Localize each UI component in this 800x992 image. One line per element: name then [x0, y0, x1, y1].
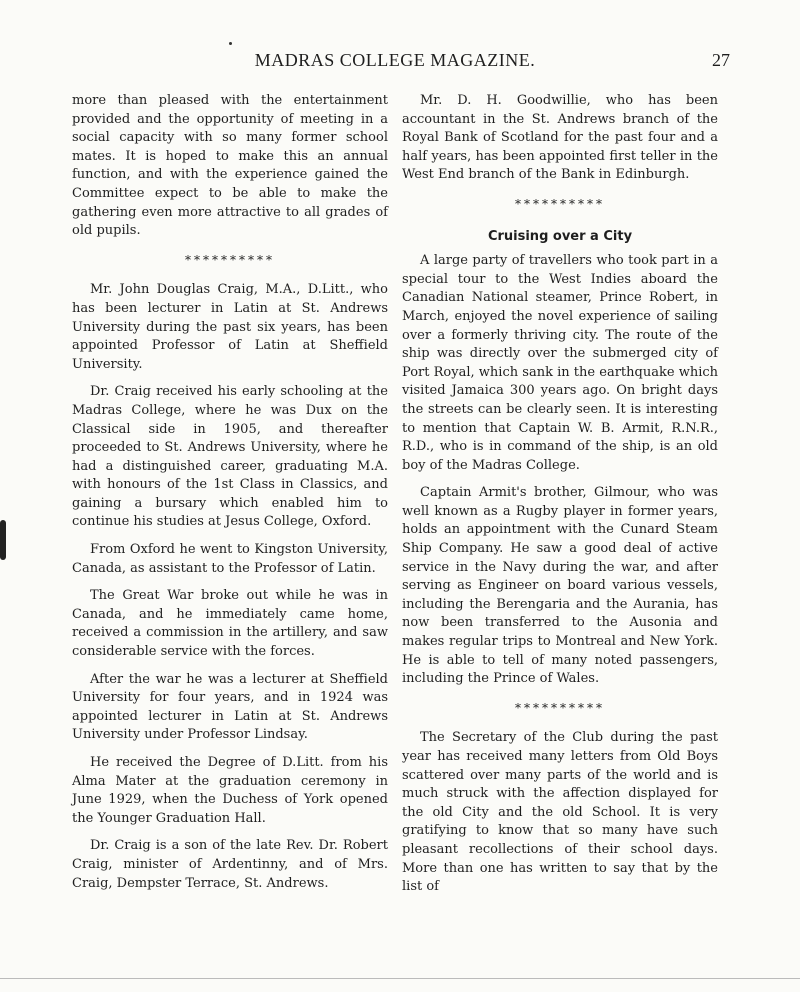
magazine-title: MADRAS COLLEGE MAGAZINE. — [254, 50, 536, 70]
paragraph-craig-schooling: Dr. Craig received his early schooling at the Madras College, where he was Dux on the Classical side in 1905, and thereafter proceeded to St. Andrews University, where he had a distinguished career, graduating M.A. with honours of the 1st Class in Classics, and gaining a bursary which enabled him to continue his studies at Jesus College, Oxford. — [72, 384, 388, 530]
ink-dot — [229, 42, 232, 45]
section-divider: ********** — [515, 196, 605, 211]
section-divider: ********** — [515, 700, 605, 715]
paragraph-secretary: The Secretary of the Club during the past year has received many letters from Old Boys scattered over many parts of the world and is much struck with the affection displayed for the old City and the old School. It is very gratifying to know that so many have such pleasant recollections of their school days. More than one has written to say that by the list of — [402, 730, 718, 895]
page-header — [60, 50, 730, 76]
paragraph-continuation: more than pleased with the entertainment provided and the opportunity of meeting in a social capacity with so many former school mates. It is hoped to make this an annual function, and with the experience gained the Committee expect to be able to make the gathering even more attractive to all grades of old pupils. — [72, 93, 388, 239]
section-heading: Cruising over a City — [487, 228, 633, 244]
paragraph-gilmour: Captain Armit's brother, Gilmour, who was well known as a Rugby player in former years, holds an appointment with the Cunard Steam Ship Company. He saw a good deal of active service in the Navy during the war, and after serving as Engineer on board various vessels, including the Berengaria and the Aurania, has now been transferred to the Ausonia and makes regular trips to Montreal and New York. He is able to tell of many noted passengers, including the Prince of Wales. — [402, 485, 718, 687]
paragraph-craig-kingston: From Oxford he went to Kingston University, Canada, as assistant to the Professor of Latin. — [72, 542, 388, 576]
paragraph-craig-lecturer: After the war he was a lecturer at Sheffield University for four years, and in 1924 was appointed lecturer in Latin at St. Andrews University under Professor Lindsay. — [72, 671, 388, 743]
paragraph-cruise: A large party of travellers who took part in a special tour to the West Indies aboard the Canadian National steamer, Prince Robert, in March, enjoyed the novel experience of sailing over a formerly thriving city. The route of the ship was directly over the submerged city of Port Royal, which sank in the earthquake which visited Jamaica 300 years ago. On bright days the streets can be clearly seen. It is interesting to mention that Captain W. B. Armit, R.N.R., R.D., who is in command of the ship, is an old boy of the Madras College. — [402, 253, 718, 473]
paragraph-craig-degree: He received the Degree of D.Litt. from his Alma Mater at the graduation ceremony in June 1929, when the Duchess of York opened the Younger Graduation Hall. — [72, 755, 388, 826]
paragraph-craig-family: Dr. Craig is a son of the late Rev. Dr. Robert Craig, minister of Ardentinny, and of Mrs. Craig, Dempster Terrace, St. Andrews. — [72, 838, 388, 891]
paragraph-craig-appointment: Mr. John Douglas Craig, M.A., D.Litt., who has been lecturer in Latin at St. Andrews University during the past six years, has been appointed Professor of Latin at Sheffield University. — [72, 282, 388, 372]
paragraph-craig-war: The Great War broke out while he was in Canada, and he immediately came home, received a commission in the artillery, and saw considerable service with the forces. — [72, 588, 388, 660]
page-number: 27 — [712, 50, 730, 70]
page-edge — [0, 978, 800, 979]
binding-mark — [0, 520, 6, 560]
paragraph-goodwillie: Mr. D. H. Goodwillie, who has been accountant in the St. Andrews branch of the Royal Bank of Scotland for the past four and a half years, has been appointed first teller in the West End branch of the Bank in Edinburgh. — [402, 93, 718, 183]
right-column — [402, 92, 718, 906]
left-column — [72, 92, 388, 902]
section-divider: ********** — [185, 252, 275, 267]
